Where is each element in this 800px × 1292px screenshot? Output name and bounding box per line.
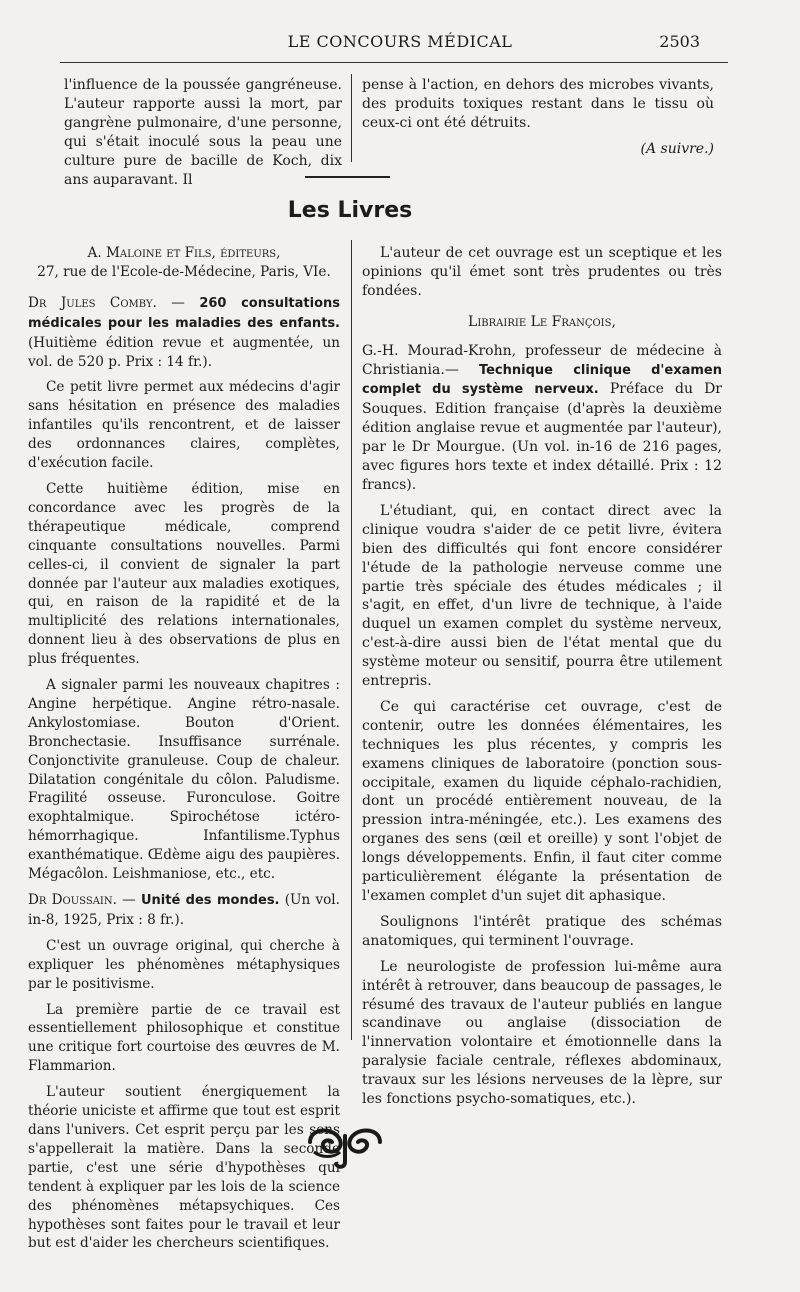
book-title: Technique clinique d'examen complet du système nerveux. xyxy=(362,362,722,398)
left-column xyxy=(28,244,340,1260)
continued-text-right xyxy=(362,76,714,159)
review-paragraph: Soulignons l'intérêt pratique des schémas anatomiques, qui terminent l'ouvrage. xyxy=(362,913,722,949)
intro-paragraph: L'auteur de cet ouvrage est un sceptique et les opinions qu'il émet sont très prudentes ou très fondées. xyxy=(362,245,722,299)
review-paragraph: L'auteur soutient énergiquement la théorie uniciste et affirme que tout est esprit dans l'univers. Cet esprit perçu par les sens s'appellerait la matière. Dans la seconde partie, c'est une série d'hypothèses qui tendent à expliquer par les lois de la science des phénomènes métapsychiques. Ces hypothèses sont faites pour le travail et leur but est d'aider les chercheurs scientifiques. xyxy=(28,1084,340,1252)
continued-paragraph-right: pense à l'action, en dehors des microbes vivants, des produits toxiques restant dans le tissu où ceux-ci ont été détruits. xyxy=(362,77,714,131)
publisher-heading xyxy=(28,244,340,282)
book-author: Dr Jules Comby. — xyxy=(28,294,185,311)
publisher-heading-right: Librairie Le François, xyxy=(468,313,616,330)
book-title: 260 consultations médicales pour les maladies des enfants. xyxy=(28,295,340,331)
review-paragraph: L'étudiant, qui, en contact direct avec la clinique voudra s'aider de ce petit livre, évitera bien des difficultés qui font encore considérer l'étude de la pathologie nerveuse comme une partie très spéciale des études médicales ; il s'agit, en effet, d'un livre de technique, à l'aide duquel un examen complet du système nerveux, c'est-à-dire aussi bien de l'état mental que du système moteur ou sensitif, pourra être utilement entrepris. xyxy=(362,502,722,690)
fleuron-ornament-icon xyxy=(300,1112,390,1172)
running-head xyxy=(0,32,800,56)
right-column xyxy=(362,244,722,1116)
continued-text-left xyxy=(64,76,342,197)
publisher-name: A. Maloine et Fils, éditeurs, xyxy=(87,245,281,261)
book-entry-mourad-krohn xyxy=(362,342,722,495)
journal-title: LE CONCOURS MÉDICAL xyxy=(287,32,513,51)
publisher-address: 27, rue de l'Ecole-de-Médecine, Paris, VIe. xyxy=(37,263,331,280)
column-separator-top xyxy=(351,74,352,162)
book-title: Unité des mondes. xyxy=(140,893,280,908)
book-author: Dr Doussain. — xyxy=(28,892,136,908)
column-separator-main xyxy=(351,240,352,1040)
continued-paragraph-left: l'influence de la poussée gangréneuse. L'auteur rapporte aussi la mort, par gangrène pulmonaire, d'une personne, qui s'était inoculé sous la peau une culture pure de bacille de Koch, dix ans auparavant. Il xyxy=(64,77,342,188)
review-paragraph: Cette huitième édition, mise en concordance avec les progrès de la thérapeutique médicale, comprend cinquante consultations nouvelles. Parmi celles-ci, il convient de signaler la part donnée par l'auteur aux maladies exotiques, qui, en raison de la rapidité et de la multiplicité des relations internationales, donnent lieu à des observations de plus en plus fréquentes. xyxy=(28,480,340,668)
book-author: G.-H. Mourad-Krohn, professeur de médecine à Christiania.— xyxy=(362,342,722,378)
book-details: Préface du Dr Souques. Edition française (d'après la deuxième édition anglaise revue et augmentée par l'auteur), par le Dr Mourgue. (Un vol. in-16 de 216 pages, avec figures hors texte et index détaillé. Prix : 12 francs). xyxy=(362,381,722,493)
book-details: (Huitième édition revue et augmentée, un vol. de 520 p. Prix : 14 fr.). xyxy=(28,334,340,370)
review-paragraph: A signaler parmi les nouveaux chapitres : Angine herpétique. Angine rétro-nasale. Ankylostomiase. Bouton d'Orient. Bronchectasie. Insuffisance surrénale. Conjonctivite granuleuse. Coup de chaleur. Dilatation congénitale du côlon. Paludisme. Fragilité osseuse. Furonculose. Goitre exophtalmique. Spirochétose ictéro-hémorrhagique. Infantilisme.Typhus exanthématique. Œdème aigu des paupières. Mégacôlon. Leishmaniose, etc., etc. xyxy=(28,677,341,883)
book-entry-doussain xyxy=(28,891,340,930)
review-paragraph: La première partie de ce travail est essentiellement philosophique et constitue une critique fort courtoise des œuvres de M. Flammarion. xyxy=(28,1001,340,1075)
header-rule xyxy=(60,62,728,63)
to-be-continued: (A suivre.) xyxy=(640,141,714,157)
review-paragraph: Le neurologiste de profession lui-même aura intérêt à retrouver, dans beaucoup de passages, le résumé des travaux de l'auteur publiés en langue scandinave ou anglaise (dissociation de l'innervation volontaire et émotionnelle dans la paralysie faciale centrale, réflexes abdominaux, travaux sur les lésions nerveuses de la lèpre, sur les fonctions psycho-somatiques, etc.). xyxy=(362,958,722,1108)
review-paragraph: Ce qui caractérise cet ouvrage, c'est de contenir, outre les données élémentaires, les techniques les plus récentes, y compris les examens cliniques de laboratoire (ponction sous-occipitale, examen du liquide céphalo-rachidien, dont un procédé entièrement nouveau, de la pression intra-méningée, etc.). Les examens des organes des sens (œil et oreille) y sont l'objet de longs développements. Enfin, il faut citer comme particulièrement élégante la présentation de l'examen complet d'un sujet dit aphasique. xyxy=(362,698,722,904)
page-number: 2503 xyxy=(659,32,700,51)
section-divider xyxy=(305,176,390,178)
book-entry-comby xyxy=(28,294,340,372)
review-paragraph: Ce petit livre permet aux médecins d'agir sans hésitation en présence des maladies infantiles qu'ils rencontrent, et de laisser des ordonnances claires, complètes, d'exécution facile. xyxy=(28,379,340,472)
section-title: Les Livres xyxy=(287,198,413,223)
book-details: (Un vol. in-8, 1925, Prix : 8 fr.). xyxy=(28,892,340,928)
review-paragraph: C'est un ouvrage original, qui cherche à expliquer les phénomènes métaphysiques par le positivisme. xyxy=(28,937,340,992)
